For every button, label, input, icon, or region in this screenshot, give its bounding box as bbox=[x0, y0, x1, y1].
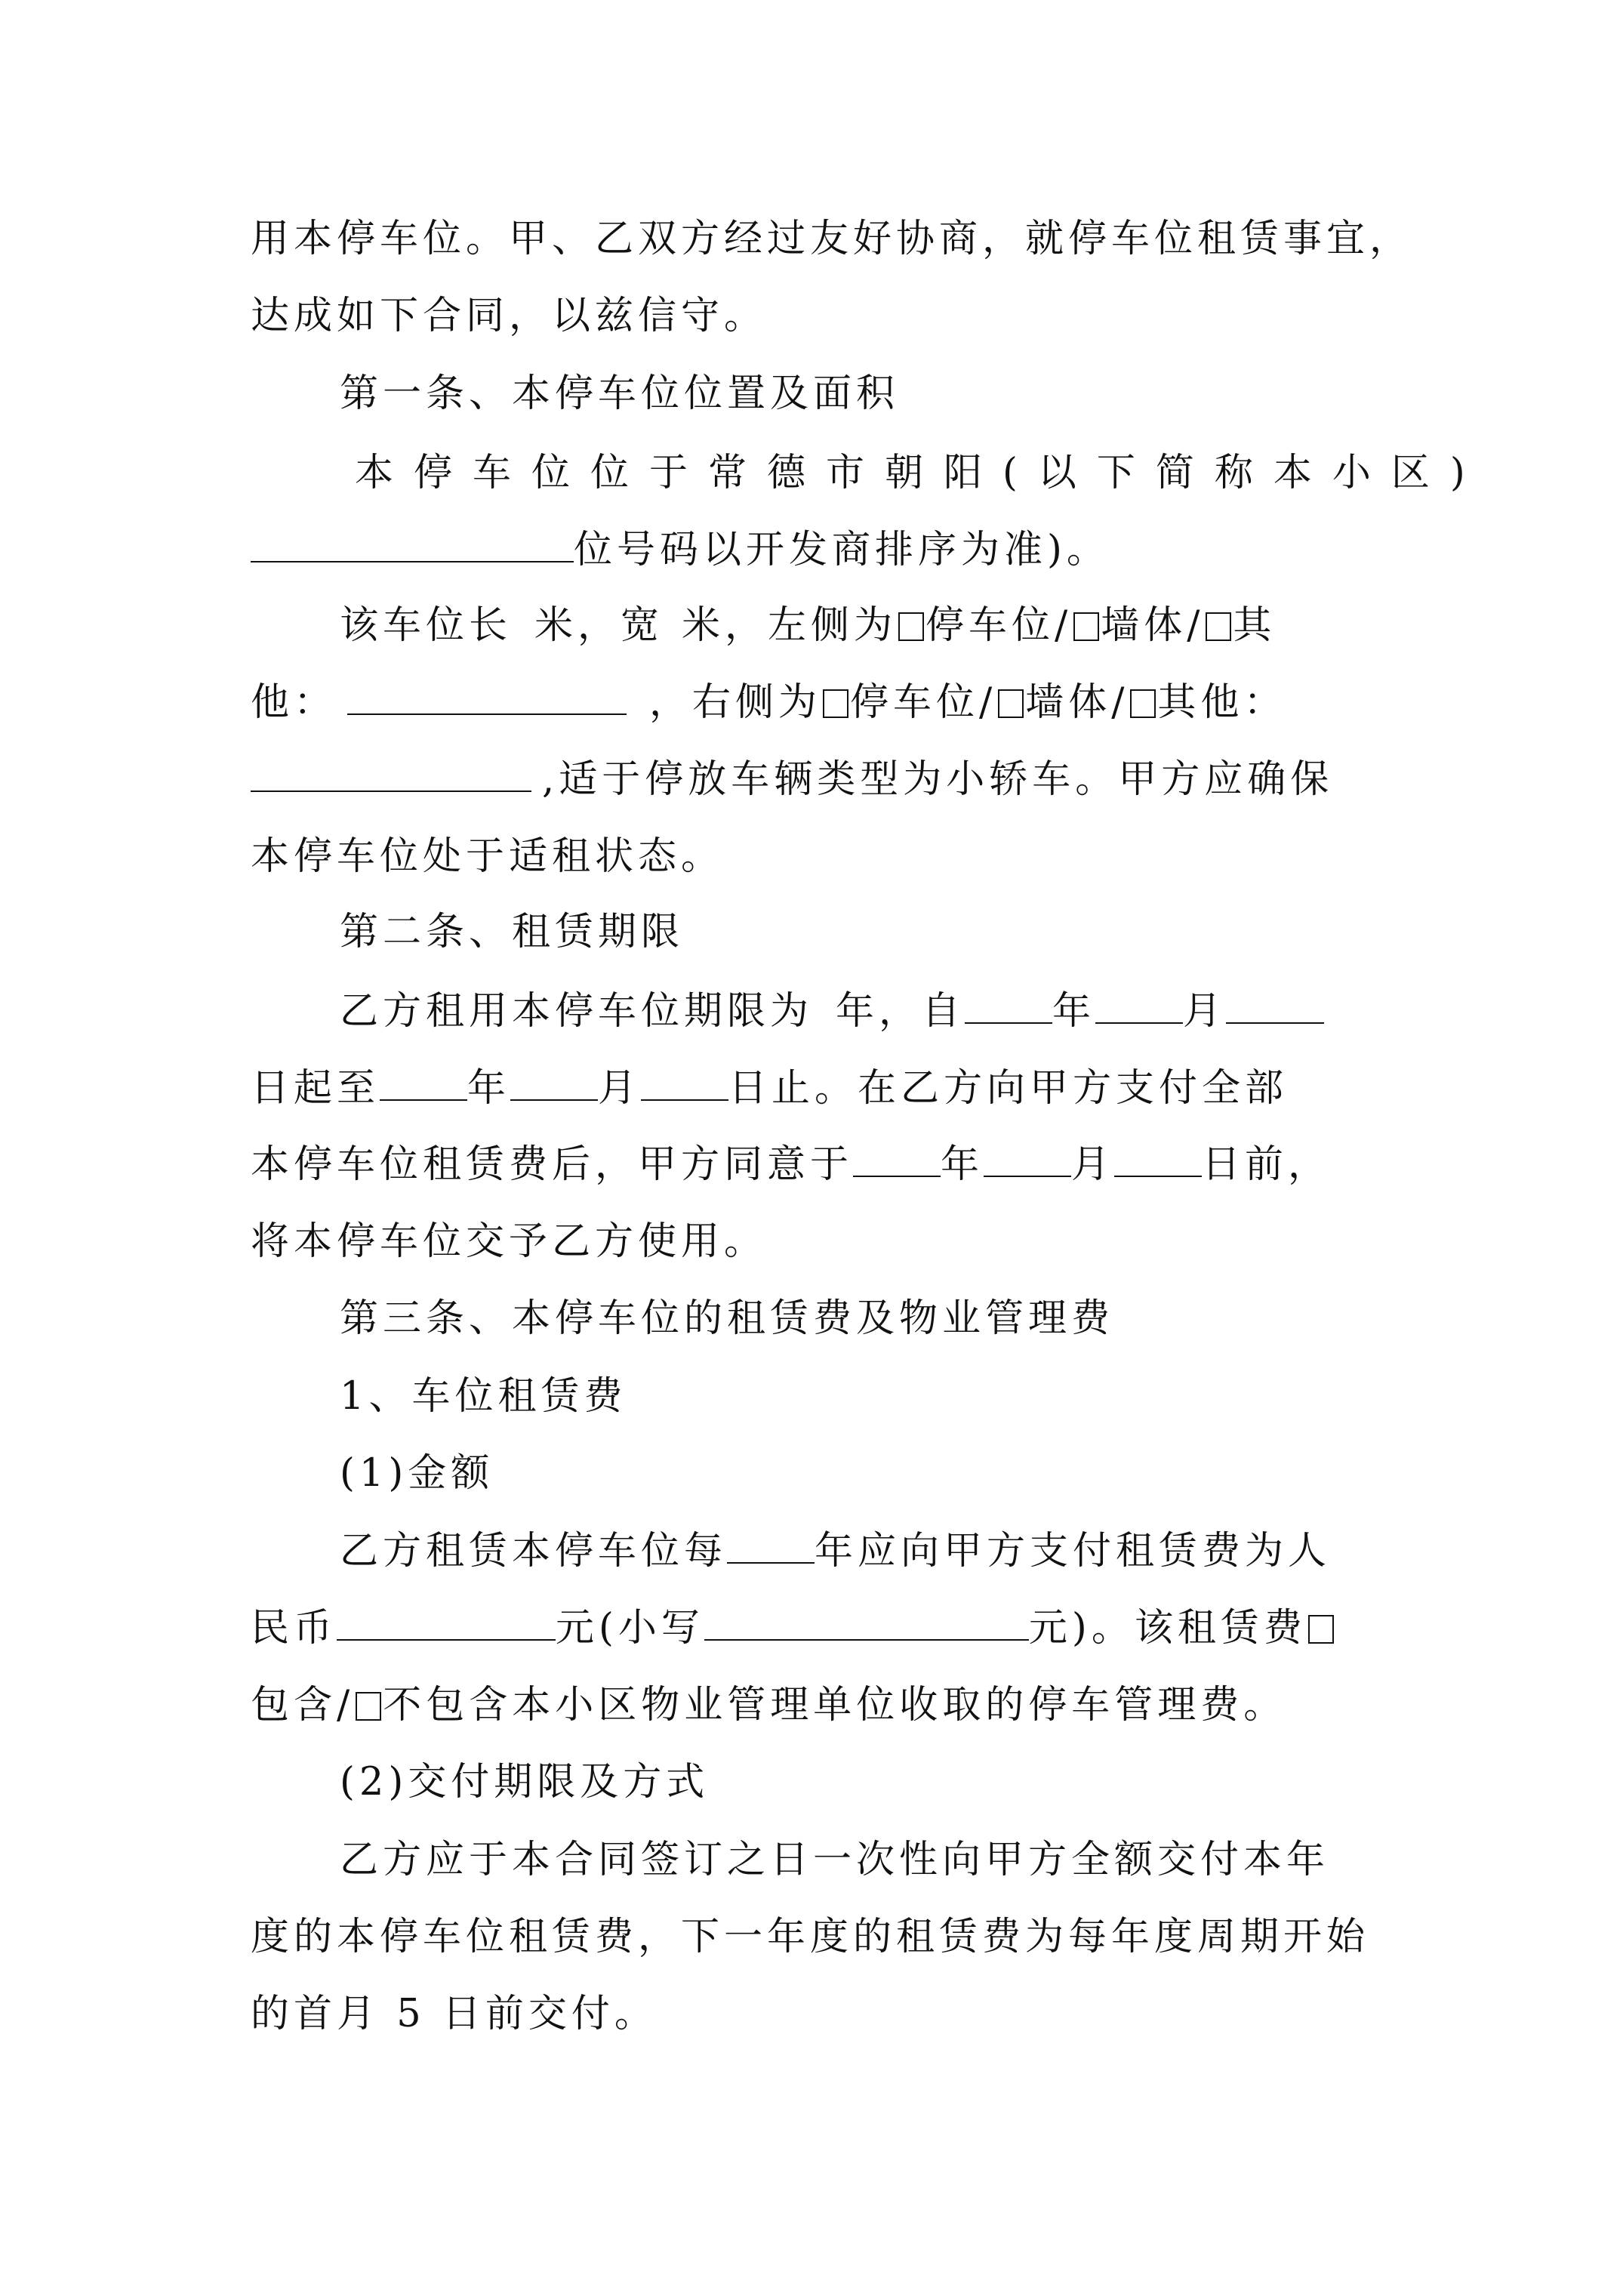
article-3-title: 第三条、本停车位的租赁费及物业管理费 bbox=[340, 1296, 1115, 1341]
text-span: 月 bbox=[1183, 989, 1227, 1034]
text-span: 该车位长 bbox=[340, 603, 513, 648]
text-span: 其他： bbox=[1157, 680, 1287, 725]
text-span: 民币 bbox=[251, 1606, 337, 1650]
text-line bbox=[340, 985, 1472, 1038]
text-span: 包含/ bbox=[251, 1683, 355, 1727]
blank-field bbox=[510, 1066, 598, 1101]
checkbox-icon bbox=[356, 1692, 381, 1721]
text-span: ,适于停放车辆类型为小轿车。甲方应确保 bbox=[542, 757, 1334, 802]
text-span: 墙体/ bbox=[1025, 680, 1129, 725]
text-span: 不包含本小区物业管理单位收取的停车管理费。 bbox=[383, 1683, 1287, 1727]
text-span: 年 bbox=[467, 1066, 511, 1111]
text-span: 墙体/ bbox=[1101, 603, 1205, 648]
blank-field bbox=[347, 680, 627, 715]
text-line: 的首月 5 日前交付。 bbox=[251, 1992, 658, 2036]
text-line bbox=[251, 1679, 1383, 1732]
text-span: 元)。该租赁费 bbox=[1028, 1606, 1307, 1650]
text-line: 达成如下合同，以兹信守。 bbox=[251, 294, 768, 338]
text-line bbox=[251, 1139, 1383, 1191]
article-2-title: 第二条、租赁期限 bbox=[340, 910, 685, 954]
text-line bbox=[340, 599, 1472, 652]
text-span: 月 bbox=[1071, 1142, 1115, 1187]
checkbox-icon bbox=[1130, 689, 1156, 718]
text-span: 元(小写 bbox=[556, 1606, 704, 1650]
text-span: 停车位/ bbox=[925, 603, 1073, 648]
blank-field bbox=[1114, 1142, 1202, 1177]
text-line: 用本停车位。甲、乙双方经过友好协商，就停车位租赁事宜， bbox=[251, 217, 1413, 261]
article-1-title: 第一条、本停车位位置及面积 bbox=[340, 371, 900, 416]
blank-field bbox=[1095, 989, 1183, 1024]
text-span: 日起至 bbox=[251, 1066, 380, 1111]
blank-field bbox=[251, 528, 574, 562]
section-heading: 1、车位租赁费 bbox=[340, 1374, 627, 1419]
text-line bbox=[251, 524, 1383, 577]
subsection-heading: (1)金额 bbox=[340, 1451, 494, 1496]
blank-field bbox=[984, 1142, 1071, 1177]
text-line: 将本停车位交予乙方使用。 bbox=[251, 1219, 768, 1264]
text-span: 年，自 bbox=[836, 989, 965, 1034]
text-line bbox=[251, 676, 1383, 729]
text-line bbox=[340, 1525, 1472, 1578]
blank-field bbox=[380, 1066, 467, 1101]
blank-field bbox=[1226, 989, 1324, 1024]
checkbox-icon bbox=[898, 612, 924, 641]
text-span: 米，左侧为 bbox=[682, 603, 898, 648]
subsection-heading: (2)交付期限及方式 bbox=[340, 1760, 710, 1804]
text-span: 年应向甲方支付租赁费为人 bbox=[815, 1529, 1332, 1573]
blank-field bbox=[251, 757, 531, 792]
text-span: ，右侧为 bbox=[649, 680, 822, 725]
text-span: 乙方租用本停车位期限为 bbox=[340, 989, 814, 1034]
text-line: 本停车位处于适租状态。 bbox=[251, 834, 725, 879]
checkbox-icon bbox=[998, 689, 1024, 718]
blank-field bbox=[853, 1142, 941, 1177]
text-span: 日止。在乙方向甲方支付全部 bbox=[728, 1066, 1289, 1111]
blank-field bbox=[727, 1529, 815, 1564]
checkbox-icon bbox=[823, 689, 848, 718]
text-span: 年 bbox=[1052, 989, 1096, 1034]
checkbox-icon bbox=[1308, 1615, 1334, 1644]
blank-field bbox=[704, 1606, 1029, 1641]
text-line bbox=[251, 754, 1383, 806]
text-span: 米，宽 bbox=[534, 603, 664, 648]
text-span: 位号码以开发商排序为准)。 bbox=[574, 528, 1110, 572]
checkbox-icon bbox=[1073, 612, 1099, 641]
text-line: 乙方应于本合同签订之日一次性向甲方全额交付本年 bbox=[340, 1838, 1330, 1882]
text-span: 其 bbox=[1233, 603, 1277, 648]
text-span: 月 bbox=[598, 1066, 642, 1111]
text-line bbox=[251, 1062, 1383, 1115]
text-line bbox=[251, 1602, 1383, 1655]
text-span: 本停车位租赁费后，甲方同意于 bbox=[251, 1142, 854, 1187]
text-span: 他： bbox=[251, 680, 337, 725]
text-span: 乙方租赁本停车位每 bbox=[340, 1529, 728, 1573]
text-span: 年 bbox=[941, 1142, 984, 1187]
blank-field bbox=[965, 989, 1052, 1024]
text-line: 本停车位位于常德市朝阳(以下简称本小区) bbox=[355, 451, 1486, 495]
text-span: 停车位/ bbox=[850, 680, 997, 725]
checkbox-icon bbox=[1206, 612, 1231, 641]
text-span: 日前， bbox=[1202, 1142, 1332, 1187]
blank-field bbox=[337, 1606, 556, 1641]
blank-field bbox=[641, 1066, 728, 1101]
text-line: 度的本停车位租赁费，下一年度的租赁费为每年度周期开始 bbox=[251, 1915, 1370, 1959]
